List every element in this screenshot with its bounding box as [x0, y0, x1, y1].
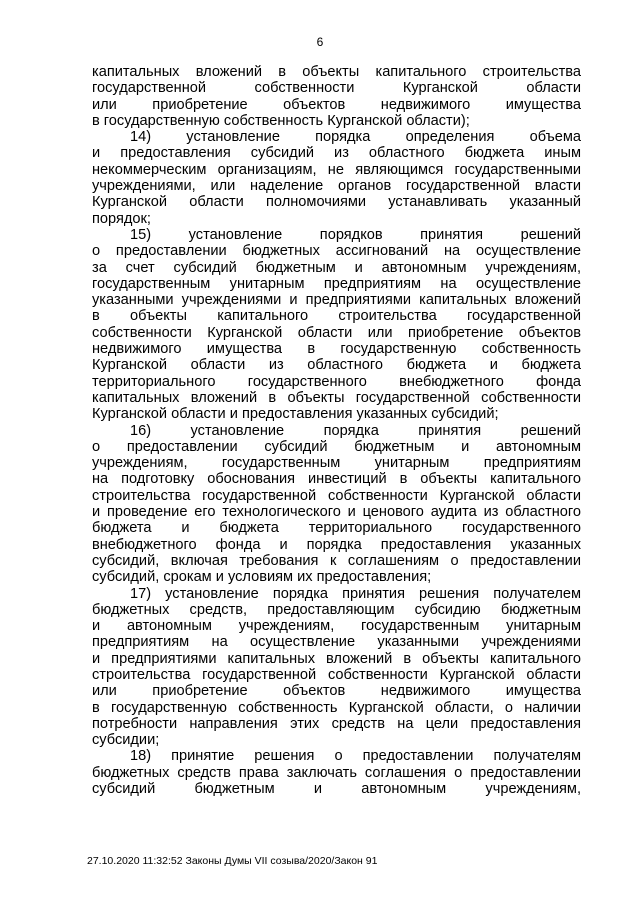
text-line: учреждениям, государственным унитарным предприятиям	[92, 455, 581, 472]
text-line: внебюджетного фонда и порядка предоставления указанных	[92, 536, 581, 553]
text-line: капитальных вложений в объекты государственной собственности	[92, 389, 581, 406]
text-line: и предоставления субсидий из областного бюджета иным	[92, 145, 581, 162]
document-body	[92, 64, 581, 797]
text-line: о предоставлении бюджетных ассигнований на осуществление	[92, 243, 581, 260]
text-line: недвижимого имущества в государственную собственность	[92, 341, 581, 358]
text-line: или приобретение объектов недвижимого имущества	[92, 683, 581, 700]
text-line: строительства государственной собственности Курганской области	[92, 666, 581, 683]
text-line: капитальных вложений в объекты капитального строительства	[92, 64, 581, 80]
text-line: о предоставлении субсидий бюджетным и автономным	[92, 438, 581, 455]
text-line: порядок;	[92, 210, 151, 227]
text-line: бюджетных средств права заключать соглашения о предоставлении	[92, 764, 581, 781]
text-line: в государственную собственность Курганской области, о наличии	[92, 699, 581, 716]
text-line: в государственную собственность Курганской области);	[92, 112, 470, 129]
text-line: 14) установление порядка определения объема	[130, 129, 581, 146]
text-line: 17) установление порядка принятия решения получателем	[130, 585, 581, 602]
text-line: строительства государственной собственности Курганской области	[92, 487, 581, 504]
text-line: Курганской области из областного бюджета и бюджета	[92, 357, 581, 374]
text-line: субсидий бюджетным и автономным учреждениям,	[92, 781, 581, 798]
text-line: субсидии;	[92, 732, 160, 749]
text-line: на подготовку обоснования инвестиций в объекты капитального	[92, 471, 581, 488]
text-line: бюджета и бюджета территориального государственного	[92, 520, 581, 537]
text-line: некоммерческим организациям, не являющимся государственными	[92, 161, 581, 178]
text-line: 16) установление порядка принятия решений	[130, 422, 581, 439]
text-line: Курганской области полномочиями устанавливать указанный	[92, 194, 581, 211]
text-line: собственности Курганской области или приобретение объектов	[92, 324, 581, 341]
text-line: и предприятиями капитальных вложений в объекты капитального	[92, 650, 581, 667]
document-footer: 27.10.2020 11:32:52 Законы Думы VII созыва/2020/Закон 91	[87, 855, 378, 867]
text-line: предприятиям на осуществление указанными учреждениями	[92, 634, 581, 651]
text-line: потребности направления этих средств на цели предоставления	[92, 715, 581, 732]
text-line: или приобретение объектов недвижимого имущества	[92, 96, 581, 113]
text-line: субсидий, включая требования к соглашениям о предоставлении	[92, 552, 581, 569]
text-line: в объекты капитального строительства государственной	[92, 308, 581, 325]
text-line: государственным унитарным предприятиям на осуществление	[92, 275, 581, 292]
text-line: и проведение его технологического и ценового аудита из областного	[92, 504, 581, 521]
text-line: за счет субсидий бюджетным и автономным учреждениям,	[92, 259, 581, 276]
page-number: 6	[316, 35, 324, 49]
text-line: учреждениями, или наделение органов государственной власти	[92, 178, 581, 195]
text-line: указанными учреждениями и предприятиями капитальных вложений	[92, 292, 581, 309]
text-line: 15) установление порядков принятия решений	[130, 226, 581, 243]
text-line: территориального государственного внебюджетного фонда	[92, 373, 581, 390]
text-line: государственной собственности Курганской области	[92, 80, 581, 97]
text-line: и автономным учреждениям, государственным унитарным	[92, 618, 581, 635]
text-line: субсидий, срокам и условиям их предоставления;	[92, 569, 432, 586]
text-line: Курганской области и предоставления указанных субсидий;	[92, 406, 499, 423]
text-line: бюджетных средств, предоставляющим субсидию бюджетным	[92, 601, 581, 618]
text-line: 18) принятие решения о предоставлении получателям	[130, 748, 581, 765]
